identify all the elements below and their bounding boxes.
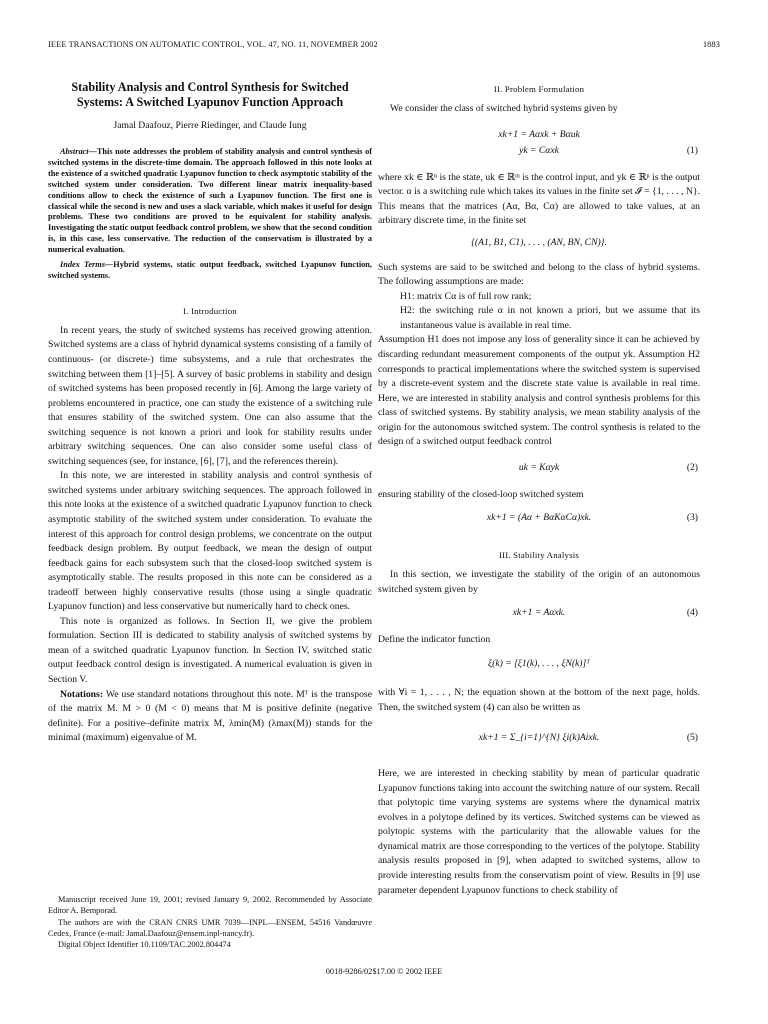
equation-indicator — [378, 658, 700, 674]
equation-1b — [378, 145, 700, 161]
index-terms-text: Hybrid systems, static output feedback, switched Lyapunov function, switched systems. — [48, 260, 372, 280]
copyright-footer: 0018-9286/02$17.00 © 2002 IEEE — [325, 967, 443, 976]
stability-paragraph-4: Here, we are interested in checking stability by mean of particular quadratic Lyapunov functions taking into account the switching nature of our system. Recall that polytopic time varying systems are systems where the dynamical matrix evolves in a polytope defined by its vertices. Switched systems can be viewed as polytopic systems with the particularity that the allowable values for the dynamical matrix are those corresponding to the vertices of the polytope. Stability analysis results proposed in [9], when adapted to switched systems, allow to provide interesting results from the conservatism point of view. Results in [9] use parameter dependent Lyapunov functions to check stability of — [378, 768, 700, 896]
abstract — [48, 147, 372, 256]
equation-2-expr: uk = Kαyk — [518, 461, 560, 473]
problem-paragraph-3: Such systems are said to be switched and belong to the class of hybrid systems. The following assumptions are made: — [378, 261, 700, 288]
journal-header: IEEE TRANSACTIONS ON AUTOMATIC CONTROL, VOL. 47, NO. 11, NOVEMBER 2002 — [48, 40, 378, 49]
running-header — [48, 40, 720, 54]
equation-4-expr: xk+1 = Aαxk. — [512, 607, 566, 619]
abstract-label: Abstract— — [60, 147, 97, 156]
index-terms-label: Index Terms— — [60, 260, 114, 270]
intro-paragraph-1: In recent years, the study of switched systems has received growing attention. Switched systems are a class of hybrid dynamical systems consisting of a family of continuous- (or discrete-) time subsystems, and a rule that orchestrates the switching between them [1]–[5]. A survey of basic problems in stability and design of switched systems has been proposed recently in [6]. Among the large variety of problems encountered in practice, one can study the existence of a switching rule that ensures stability of the switched system. One can also assume that the switching sequence is not known a priori and look for stability results under arbitrary switching sequences. One can also consider some useful class of switching sequences (see, for instance, [6], [7], and the references therein). — [48, 324, 372, 467]
footnote-affiliation: The authors are with the CRAN CNRS UMR 7039—INPL—ENSEM, 54516 Vandœuvre Cedex, France (e-mail: Jamal.Daafouz@ensem.inpl-nancy.fr). — [48, 917, 372, 938]
equation-3-number: (3) — [686, 512, 698, 524]
footnote-doi: Digital Object Identifier 10.1109/TAC.2002.804474 — [58, 940, 231, 950]
article-title: Stability Analysis and Control Synthesis for Switched Systems: A Switched Lyapunov Function Approach — [71, 80, 349, 109]
problem-paragraph-5: ensuring stability of the closed-loop switched system — [378, 488, 584, 500]
article-authors: Jamal Daafouz, Pierre Riedinger, and Claude Iung — [113, 120, 307, 131]
stability-paragraph-3: with ∀i = 1, . . . , N; the equation shown at the bottom of the next page, holds. Then, the switched system (4) can also be written as — [378, 687, 700, 713]
equation-5-number: (5) — [686, 732, 698, 744]
footnotes — [48, 894, 372, 950]
equation-1a-expr: xk+1 = Aαxk + Bαuk — [498, 128, 580, 140]
equation-5 — [378, 729, 700, 751]
stability-paragraph-2: Define the indicator function — [378, 634, 491, 646]
notations-paragraph — [48, 688, 372, 746]
abstract-text: This note addresses the problem of stability analysis and control synthesis of switched systems in the discrete-time domain. The approach followed in this note looks at the existence of a switched quadratic Lyapunov function to check asymptotic stability of the switched system under consideration. Two different linear matrix inequality-based conditions allow to check the existence of such a Lyapunov function. The first one is classical while the second is new and uses a slack variable, which makes it useful for design problems. These two conditions are proved to be equivalent for stability analysis. Investigating the static output feedback control problem, we show that the second condition is, in this case, less conservative. The reduction of the conservatism is illustrated by a numerical evaluation. — [48, 147, 372, 255]
equation-3-expr: xk+1 = (Aα + BαKαCα)xk. — [486, 512, 592, 524]
equation-1-number: (1) — [686, 144, 698, 156]
equation-4-number: (4) — [686, 607, 698, 619]
intro-paragraph-3: This note is organized as follows. In Section II, we give the problem formulation. Section III is dedicated to stability analysis of switched systems by mean of a switched quadratic Lyapunov function. In Section IV, switched static output feedback control design is investigated. A numerical evaluation is given in Section V. — [48, 615, 372, 685]
assumption-h1: H1: matrix Cα is of full row rank; — [400, 290, 532, 302]
stability-paragraph-1: In this section, we investigate the stability of the origin of an autonomous switched system given by — [378, 569, 700, 595]
assumption-h2: H2: the switching rule α in not known a priori, but we assume that its instantaneous value is available in real time. — [400, 305, 700, 331]
section-heading-stability-analysis: III. Stability Analysis — [498, 550, 580, 561]
equation-2 — [378, 462, 700, 478]
left-column — [48, 80, 372, 746]
footnote-manuscript: Manuscript received June 19, 2001; revised January 9, 2002. Recommended by Associate Editor A. Bemporad. — [48, 895, 372, 916]
intro-paragraph-2: In this note, we are interested in stability analysis and control synthesis of switched systems under arbitrary switching sequences. The approach followed in this note looks at the existence of a switched quadratic Lyapunov function to check asymptotic stability of the switched system under consideration. To evaluate the interest of this approach for control design problems, we concentrate on the output feedback design problem. By output feedback, we mean the design of output feedback gains for each subsystem such that the closed-loop switched system is asymptotically stable. The results proposed in this note can be considered as a tradeoff between highly conservative results (those using a single quadratic Lyapunov function) and less conservative but numerically hard to check ones. — [48, 470, 372, 613]
problem-paragraph-1: We consider the class of switched hybrid systems given by — [390, 103, 618, 114]
equation-set — [378, 237, 700, 253]
equation-2-number: (2) — [686, 461, 698, 473]
problem-paragraph-2: where xk ∈ ℝⁿ is the state, uk ∈ ℝᵐ is the control input, and yk ∈ ℝᵖ is the output vector. α is a switching rule which takes its values in the finite set 𝓘 = {1, . . . , N}. This means that the matrices (Aα, Bα, Cα) are allowed to take values, at an arbitrary discrete time, in the finite set — [378, 171, 700, 227]
equation-1b-expr: yk = Cαxk — [519, 144, 559, 156]
equation-1a — [378, 129, 700, 145]
page-number: 1883 — [702, 40, 720, 49]
problem-paragraph-4: Assumption H1 does not impose any loss of generality since it can be achieved by discarding redundant measurement components of the output yk. Assumption H2 corresponds to practical implementations where the switched system is supervised by a discrete-event system and the discrete state value is available in real time. Here, we are interested in stability analysis and control synthesis problems for this class of switched systems. By stability analysis, we mean stability analysis of the origin for the autonomous switched system. The control synthesis is related to the design of a switched output feedback control — [378, 334, 700, 448]
right-column — [378, 84, 700, 898]
section-heading-introduction: I. Introduction — [183, 305, 237, 316]
equation-indicator-expr: ξ(k) = [ξ1(k), . . . , ξN(k)]ᵀ — [488, 658, 590, 670]
equation-5-expr: xk+1 = Σ_{i=1}^{N} ξi(k)Aixk. — [478, 732, 600, 744]
equation-4 — [378, 607, 700, 623]
index-terms — [48, 260, 372, 282]
notations-label: Notations: — [60, 688, 104, 700]
notations-text: We use standard notations throughout this note. Mᵀ is the transpose of the matrix M. M > 0 (M < 0) means that M is positive definite (negative definite). For a positive–definite matrix M, λmin(M) (λmax(M)) stands for the minimal (maximum) eigenvalue of M. — [48, 688, 373, 744]
equation-3 — [378, 512, 700, 528]
equation-set-expr: {(A1, B1, C1), . . . , (AN, BN, CN)}. — [471, 236, 607, 248]
section-heading-problem-formulation: II. Problem Formulation — [493, 84, 585, 94]
